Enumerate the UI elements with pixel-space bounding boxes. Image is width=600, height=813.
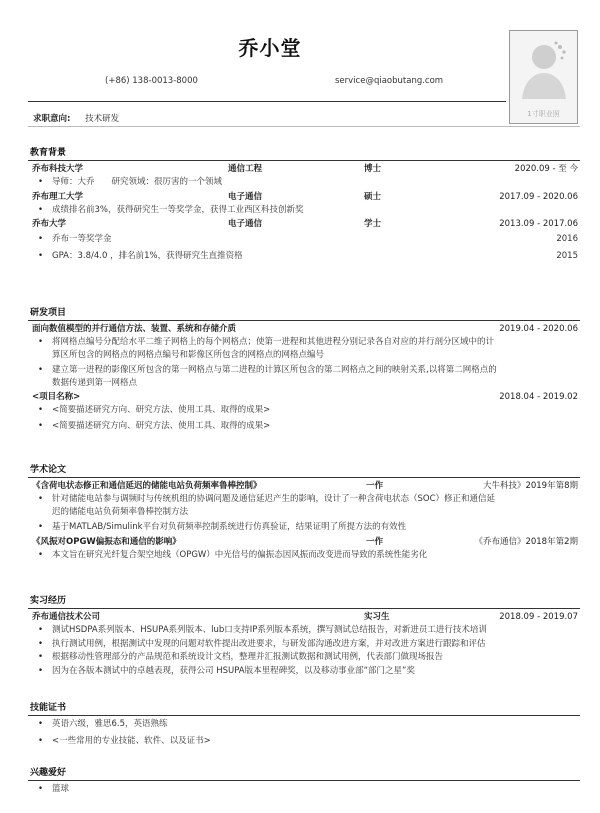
job-role: 实习生: [364, 612, 390, 622]
list-item: • 根据移动性管理部分的产品规范和系统设计文档，整理并汇报测试数据和测试用例，代表部门做现场报告: [28, 651, 580, 664]
list-item: • 基于MATLAB/Simulink平台对负荷频率控制系统进行仿真验证，结果证明了所提方法的有效性: [28, 521, 580, 534]
project-entry: [28, 391, 580, 404]
paper-entry: [28, 480, 580, 493]
section-title: 实习经历: [30, 596, 67, 606]
projects-section: [28, 306, 580, 432]
education-entry: [28, 218, 580, 231]
major: 电子通信: [228, 219, 263, 229]
publication-source: 《乔布通信》2018年第2期: [474, 536, 578, 547]
date-range: 2013.09 - 2017.06: [499, 219, 578, 229]
section-divider: [28, 160, 580, 161]
skills-section: [28, 701, 580, 747]
author-role: 一作: [366, 536, 384, 547]
degree: 学士: [364, 219, 382, 229]
avatar-silhouette-icon: [518, 37, 570, 103]
photo-caption: 1寸职业照: [527, 110, 560, 118]
internship-section: [28, 594, 580, 677]
education-entry: [28, 163, 580, 176]
job-intent-value: 技术研发: [85, 114, 120, 124]
list-item: • 本文旨在研究光纤复合架空地线（OPGW）中光信号的偏振态因风振而改变进而导致的系统性能劣化: [28, 549, 580, 562]
education-entry: [28, 191, 580, 204]
section-divider: [28, 477, 580, 478]
intent-divider: [28, 126, 580, 127]
list-item: • 因为在各版本测试中的卓越表现，获得公司 HSUPA版本里程碑奖，以及移动事业部“部门之星”奖: [28, 665, 580, 678]
project-entry: [28, 323, 580, 336]
list-item: • 针对储能电站参与调频时与传统机组的协调问题及通信延迟产生的影响，设计了一种含荷电状态（SOC）修正和通信延 迟的储能电站负荷频率鲁棒控制方法: [28, 493, 580, 518]
paper-title: 《含荷电状态修正和通信延迟的储能电站负荷频率鲁棒控制》: [32, 481, 262, 491]
school-name: 乔布理工大学: [32, 191, 84, 202]
list-item: • 执行测试用例，根据测试中发现的问题对软件提出改进要求，与研发部沟通改进方案，并对改进方案进行跟踪和评估: [28, 638, 580, 651]
paper-entry: [28, 536, 580, 549]
degree: 硕士: [364, 191, 382, 202]
school-name: 乔布大学: [32, 219, 67, 229]
list-item: • <一些常用的专业技能、软件、以及证书>: [28, 735, 580, 748]
section-title: 兴趣爱好: [30, 768, 67, 778]
major: 电子通信: [228, 191, 263, 202]
section-divider: [28, 780, 580, 781]
papers-section: [28, 463, 580, 561]
date-range: 2018.09 - 2019.07: [499, 612, 578, 622]
section-divider: [28, 320, 580, 321]
list-item: • 将网格点编号分配给水平二维子网格上的每个网格点；使第一进程和其他进程分别记录各自对应的并行剖分区域中的计 算区所包含的网格点的网格点编号和影像区所包含的网格点的网格点编号: [28, 336, 580, 361]
list-item: • <简要描述研究方向、研究方法、使用工具、取得的成果>: [28, 420, 580, 433]
job-intent-label: 求职意向:: [33, 114, 71, 124]
degree: 博士: [364, 164, 382, 174]
list-item: • 英语六级，雅思6.5，英语熟练: [28, 718, 580, 731]
award-year: 2015: [556, 250, 578, 261]
list-item: • <简要描述研究方向、研究方法、使用工具、取得的成果>: [28, 404, 580, 417]
section-title: 技能证书: [30, 703, 67, 713]
list-item: • 篮球: [28, 783, 580, 796]
project-name: 面向数值模型的并行通信方法、装置、系统和存储介质: [32, 324, 237, 334]
section-divider: [28, 715, 580, 716]
date-range: 2019.04 - 2020.06: [499, 324, 578, 334]
author-role: 一作: [366, 481, 384, 491]
candidate-name: 乔小堂: [238, 36, 302, 60]
list-item: • 测试HSDPA系列版本、HSUPA系列版本、lub口支持IP系列版本系统，撰写测试总结报告，对新进员工进行技术培训: [28, 624, 580, 637]
job-intent: [33, 112, 119, 124]
date-range: 2020.09 - 至 今: [514, 164, 578, 174]
paper-title: 《风振对OPGW偏振态和通信的影响》: [32, 536, 181, 547]
date-range: 2017.09 - 2020.06: [499, 191, 578, 202]
list-item: • 导师：大乔 研究领域：很厉害的一个领域: [28, 176, 580, 189]
list-item: • 乔布一等奖学金 2016: [28, 233, 580, 246]
project-name: <项目名称>: [32, 392, 81, 402]
phone-number: (+86) 138-0013-8000: [105, 76, 198, 86]
award-year: 2016: [556, 234, 578, 244]
internship-entry: [28, 611, 580, 624]
list-item: • GPA：3.8/4.0 ，排名前1%，获得研究生直推资格 2015: [28, 250, 580, 263]
date-range: 2018.04 - 2019.02: [499, 392, 578, 402]
hobbies-section: [28, 766, 580, 796]
photo-placeholder: [509, 30, 578, 124]
school-name: 乔布科技大学: [32, 164, 84, 174]
education-section: [28, 146, 580, 262]
company-name: 乔布通信技术公司: [32, 612, 101, 622]
header-divider: [28, 101, 506, 102]
section-title: 学术论文: [30, 465, 67, 475]
email-address: service@qiaobutang.com: [335, 76, 444, 86]
section-title: 研发项目: [30, 308, 67, 318]
list-item: • 成绩排名前3%，获得研究生一等奖学金，获得工业西区科技创新奖: [28, 204, 580, 217]
section-title: 教育背景: [30, 148, 67, 158]
major: 通信工程: [228, 164, 263, 174]
list-item: • 建立第一进程的影像区所包含的第一网格点与第二进程的计算区所包含的第二网格点之间的映射关系,以将第二网格点的 数据传递到第一网格点: [28, 364, 580, 389]
section-divider: [28, 608, 580, 609]
publication-source: 大牛科技》2019年第8期: [482, 481, 578, 491]
